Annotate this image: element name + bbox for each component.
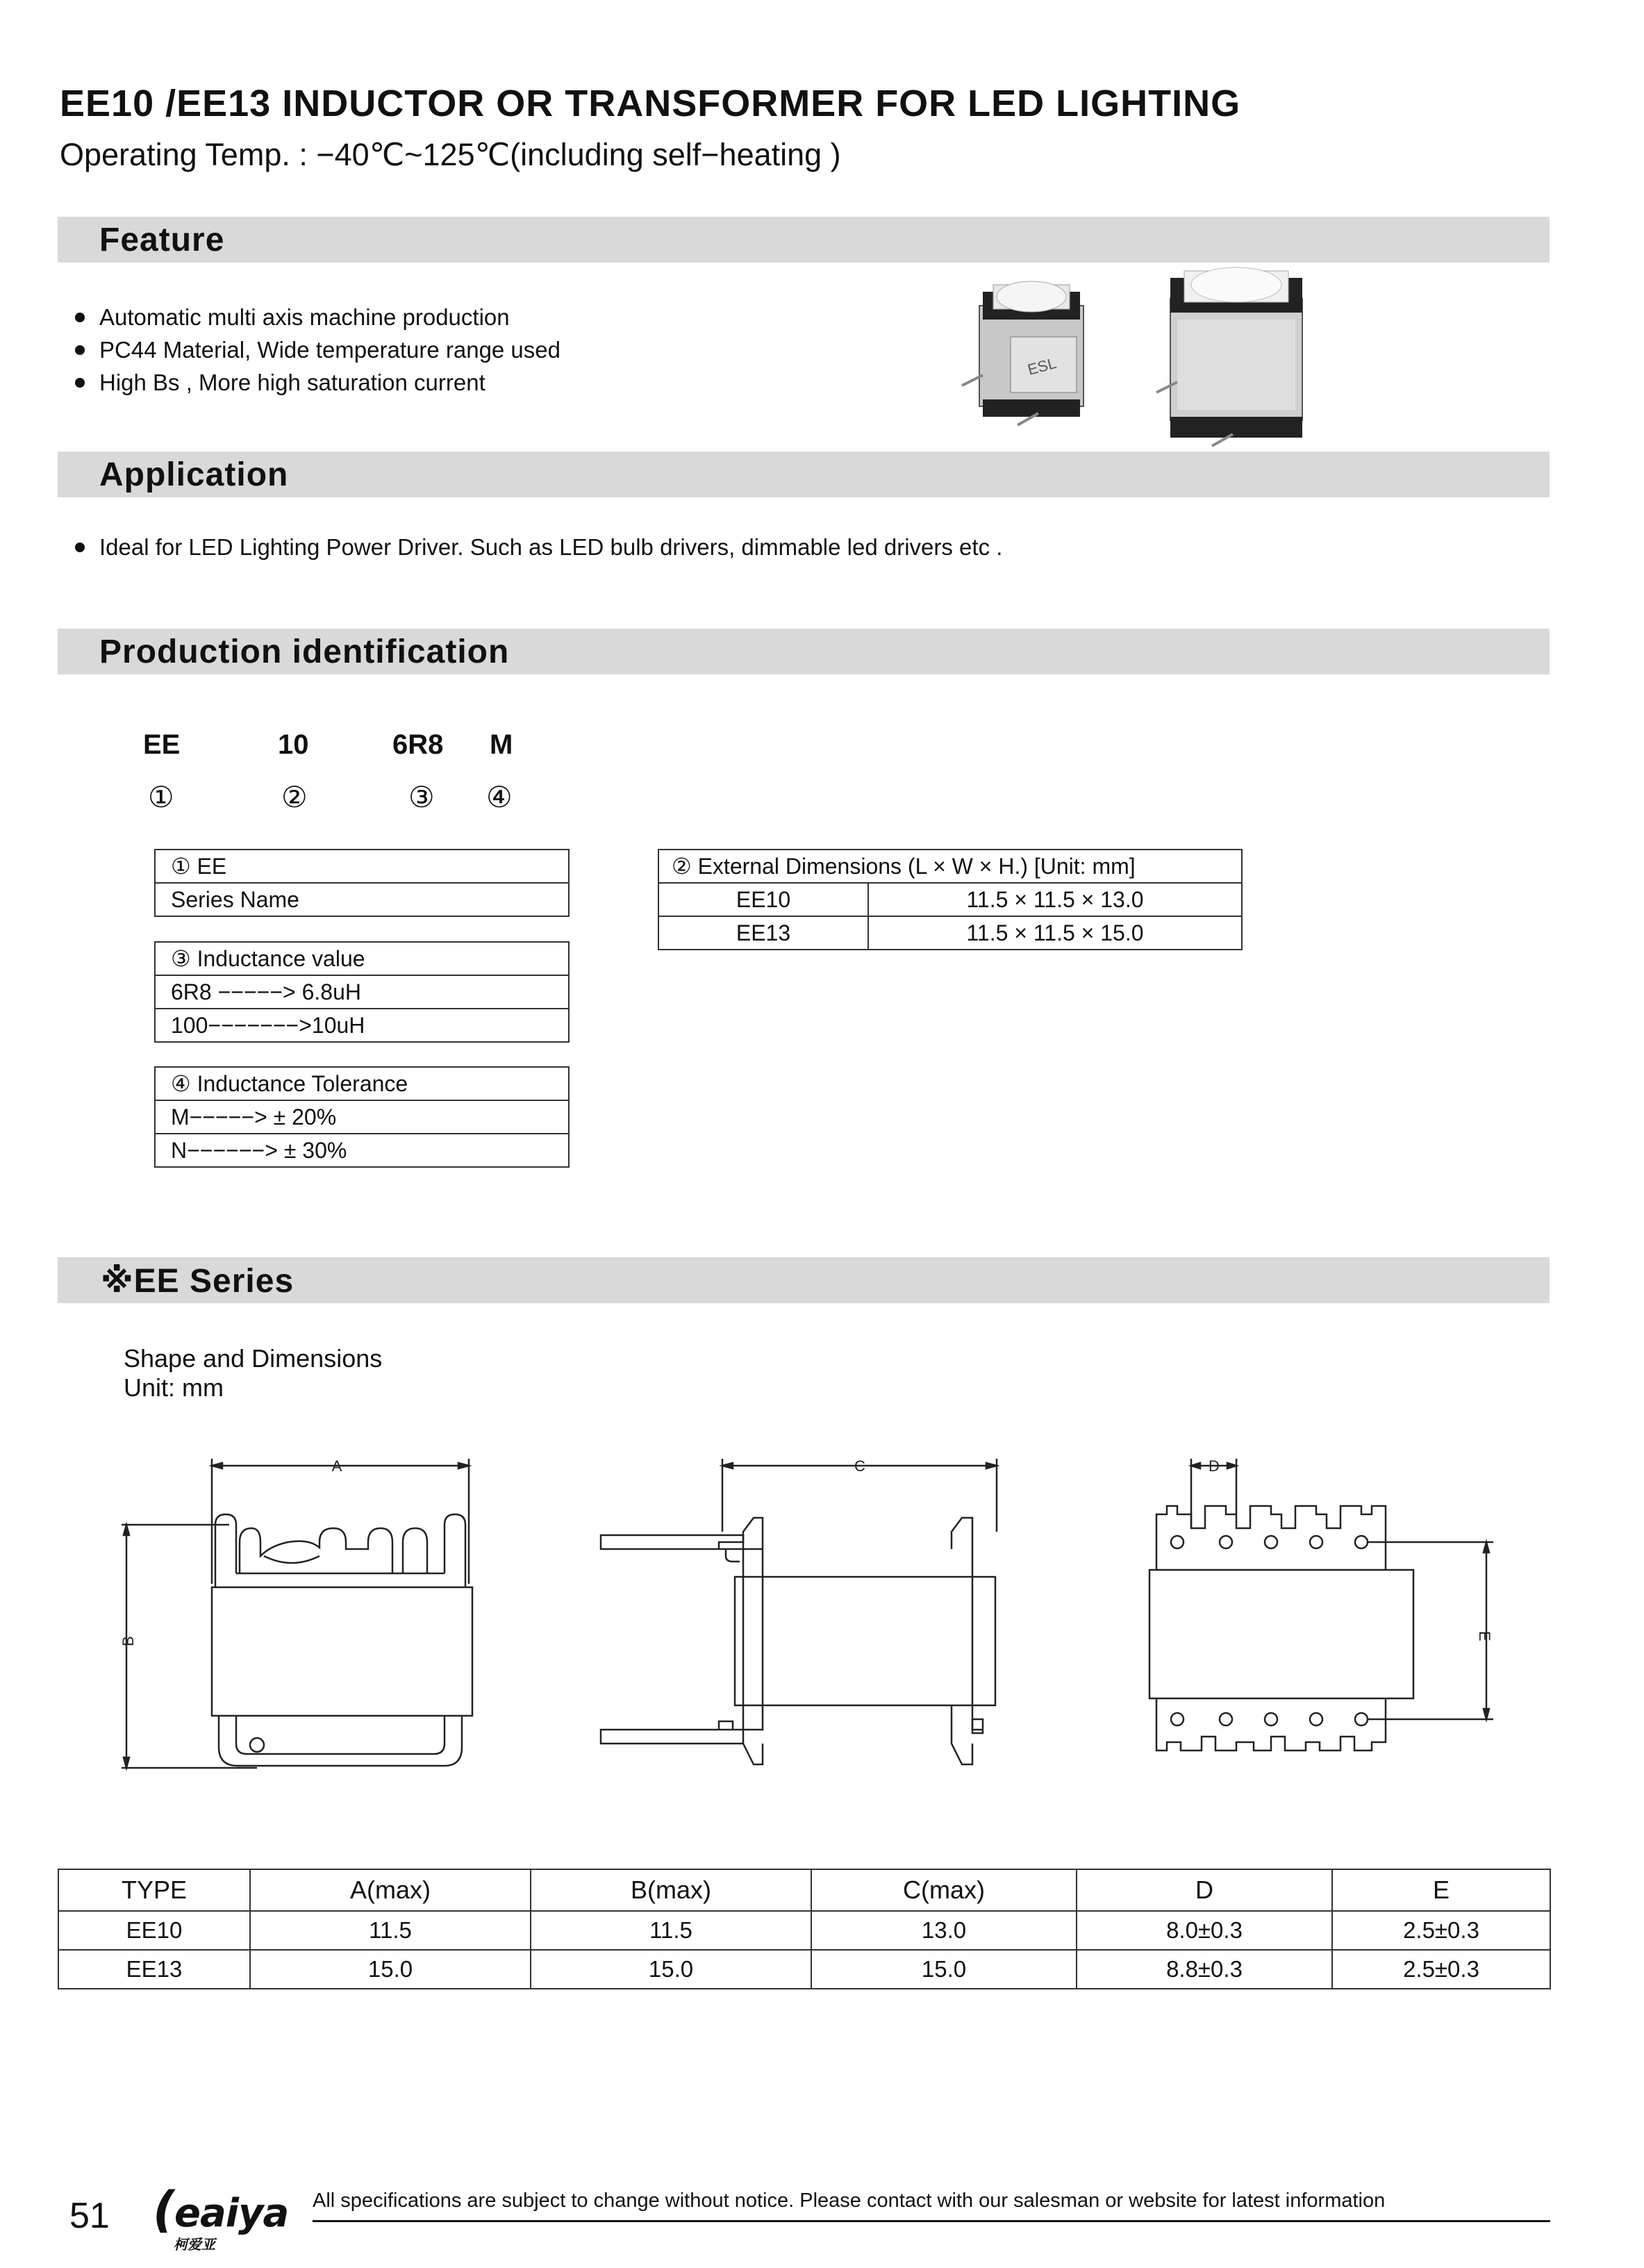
list-item: High Bs , More high saturation current <box>58 366 561 399</box>
table-cell: 13.0 <box>811 1911 1077 1950</box>
table-cell: 2.5±0.3 <box>1332 1911 1550 1950</box>
marker-1: ① <box>148 781 174 813</box>
footer-divider <box>313 2220 1550 2222</box>
table-row: M−−−−−> ± 20% <box>155 1100 569 1134</box>
brand-logo: (eaiya <box>153 2181 289 2238</box>
feature-list <box>58 301 561 399</box>
table-cell: 15.0 <box>250 1950 531 1989</box>
table-row: 6R8 −−−−−> 6.8uH <box>155 975 569 1009</box>
code-size: 10 <box>278 729 309 760</box>
dimensions-header: ② External Dimensions (L × W × H.) [Unit: mm] <box>658 850 1242 883</box>
page-title: EE10 /EE13 INDUCTOR OR TRANSFORMER FOR LED LIGHTING <box>60 83 1241 124</box>
table-cell: 15.0 <box>811 1950 1077 1989</box>
table-cell: EE13 <box>658 916 868 950</box>
dimensions-table <box>658 849 1243 950</box>
application-heading: Application <box>99 456 289 493</box>
application-band <box>58 452 1550 497</box>
dimension-label-c: C <box>854 1457 865 1475</box>
series-table <box>154 849 570 917</box>
table-header: A(max) <box>250 1869 531 1911</box>
table-row: N−−−−−−> ± 30% <box>155 1134 569 1167</box>
list-item: Automatic multi axis machine production <box>58 301 561 333</box>
side-view-drawing <box>597 1445 1014 1778</box>
inductance-header: ③ Inductance value <box>155 942 569 975</box>
marker-3: ③ <box>408 781 435 813</box>
list-item: Ideal for LED Lighting Power Driver. Such as LED bulb drivers, dimmable led drivers etc . <box>58 531 1002 563</box>
dimension-label-d: D <box>1209 1457 1220 1475</box>
table-cell: 8.0±0.3 <box>1077 1911 1332 1950</box>
table-cell: 11.5 <box>531 1911 811 1950</box>
table-header: C(max) <box>811 1869 1077 1911</box>
shape-title-text: Shape and Dimensions <box>124 1344 383 1373</box>
front-view-drawing <box>118 1445 493 1778</box>
table-cell: EE10 <box>658 883 868 916</box>
feature-heading: Feature <box>99 222 225 258</box>
table-header: TYPE <box>58 1869 250 1911</box>
code-inductance: 6R8 <box>392 729 444 760</box>
ee-series-heading: ※EE Series <box>101 1263 294 1300</box>
table-row <box>58 1911 1550 1950</box>
table-cell: 11.5 <box>250 1911 531 1950</box>
marker-4: ④ <box>486 781 513 813</box>
ee-series-table <box>58 1869 1551 1989</box>
feature-band <box>58 217 1550 263</box>
operating-temp: Operating Temp. : −40℃~125℃(including self−heating ) <box>60 137 841 172</box>
table-cell: EE13 <box>58 1950 250 1989</box>
table-cell: 15.0 <box>531 1950 811 1989</box>
table-header-row <box>58 1869 1550 1911</box>
list-item: PC44 Material, Wide temperature range used <box>58 333 561 366</box>
table-header: B(max) <box>531 1869 811 1911</box>
dimension-label-a: A <box>331 1457 342 1475</box>
top-view-drawing <box>1139 1445 1500 1778</box>
transformer-small-image <box>962 281 1083 425</box>
application-list <box>58 531 1002 563</box>
table-row <box>658 883 1242 916</box>
code-series: EE <box>143 729 181 760</box>
page-number: 51 <box>69 2196 110 2236</box>
product-photo <box>955 264 1330 452</box>
transformer-large-image <box>1156 267 1302 446</box>
series-row: Series Name <box>155 883 569 916</box>
footer-notice: All specifications are subject to change without notice. Please contact with our salesman or website for latest information <box>313 2190 1386 2212</box>
dimension-label-e: E <box>1476 1631 1493 1641</box>
shape-title <box>124 1344 382 1402</box>
table-row <box>58 1950 1550 1989</box>
series-header: ① EE <box>155 850 569 883</box>
table-header: D <box>1077 1869 1332 1911</box>
table-header: E <box>1332 1869 1550 1911</box>
table-cell: 2.5±0.3 <box>1332 1950 1550 1989</box>
table-cell: 11.5 × 11.5 × 13.0 <box>868 883 1242 916</box>
production-heading: Production identification <box>99 634 510 670</box>
ee-series-band <box>58 1257 1550 1303</box>
inductance-table <box>154 941 570 1043</box>
dimension-label-b: B <box>119 1636 137 1646</box>
table-cell: 8.8±0.3 <box>1077 1950 1332 1989</box>
production-band <box>58 629 1550 674</box>
table-cell: EE10 <box>58 1911 250 1950</box>
unit-text: Unit: mm <box>124 1373 224 1402</box>
code-tolerance: M <box>490 729 513 760</box>
brand-logo-cn: 柯爱亚 <box>174 2237 215 2253</box>
marker-2: ② <box>281 781 308 813</box>
tolerance-header: ④ Inductance Tolerance <box>155 1067 569 1100</box>
table-row <box>658 916 1242 950</box>
table-cell: 11.5 × 11.5 × 15.0 <box>868 916 1242 950</box>
product-marking: ESL <box>1025 354 1058 379</box>
table-row: 100−−−−−−−>10uH <box>155 1009 569 1042</box>
tolerance-table <box>154 1066 570 1168</box>
brand-name: eaiya <box>174 2191 289 2236</box>
